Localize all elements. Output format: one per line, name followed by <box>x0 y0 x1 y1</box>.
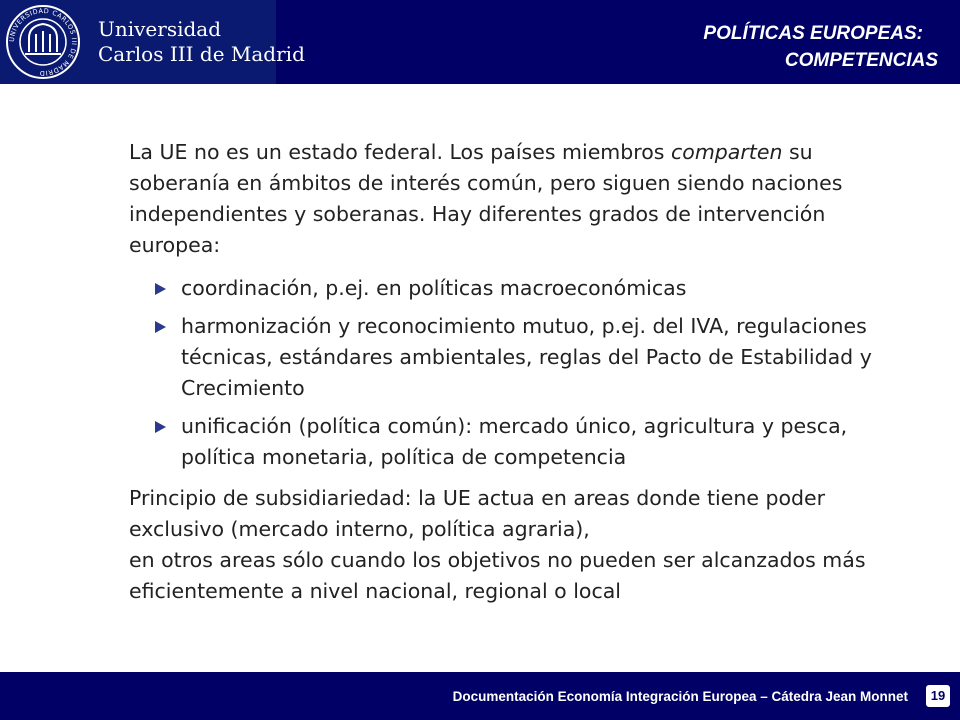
footer-bar <box>0 672 960 720</box>
triangle-bullet-icon <box>155 283 166 295</box>
intro-paragraph <box>129 137 889 261</box>
university-seal-icon <box>5 4 81 80</box>
list-item <box>129 411 889 473</box>
triangle-bullet-icon <box>155 421 166 433</box>
list-item <box>129 311 889 404</box>
university-name-line1: Universidad <box>98 17 222 41</box>
university-logo <box>0 0 305 84</box>
list-item-text: harmonización y reconocimiento mutuo, p.ej. del IVA, regulaciones técnicas, estándares ambientales, reglas del Pacto de Estabilidad y Crecimiento <box>181 314 872 400</box>
slide-title <box>703 20 938 74</box>
subsidiarity-paragraph <box>129 483 889 607</box>
intro-text-end: su soberanía en ámbitos de interés común, pero siguen siendo naciones independientes y soberanas. Hay diferentes grados de intervención europea: <box>129 140 843 257</box>
university-name <box>98 17 305 67</box>
slide-title-line1: POLÍTICAS EUROPEAS: <box>703 23 923 44</box>
slide-body <box>129 137 889 607</box>
intro-text-start: La UE no es un estado federal. Los países miembros <box>129 140 672 164</box>
footer-text: Documentación Economía Integración Europea – Cátedra Jean Monnet <box>452 689 908 704</box>
slide-title-line2: COMPETENCIAS <box>784 50 938 71</box>
intro-emphasis: comparten <box>671 140 783 164</box>
list-item-text: unificación (política común): mercado único, agricultura y pesca, política monetaria, política de competencia <box>181 414 848 469</box>
intervention-list <box>129 273 889 473</box>
page-number: 19 <box>924 683 952 709</box>
triangle-bullet-icon <box>155 321 166 333</box>
university-name-line2: Carlos III de Madrid <box>98 42 305 66</box>
header-bar <box>0 0 960 84</box>
list-item-text: coordinación, p.ej. en políticas macroeconómicas <box>181 276 687 300</box>
subsidiarity-line1: Principio de subsidiariedad: la UE actua en areas donde tiene poder exclusivo (mercado interno, política agraria), <box>129 486 826 541</box>
subsidiarity-line2: en otros areas sólo cuando los objetivos no pueden ser alcanzados más eficientemente a nivel nacional, regional o local <box>129 548 866 603</box>
list-item <box>129 273 889 304</box>
svg-text:UNIVERSIDAD CARLOS III DE MADR: UNIVERSIDAD CARLOS III DE MADRID <box>7 6 79 78</box>
